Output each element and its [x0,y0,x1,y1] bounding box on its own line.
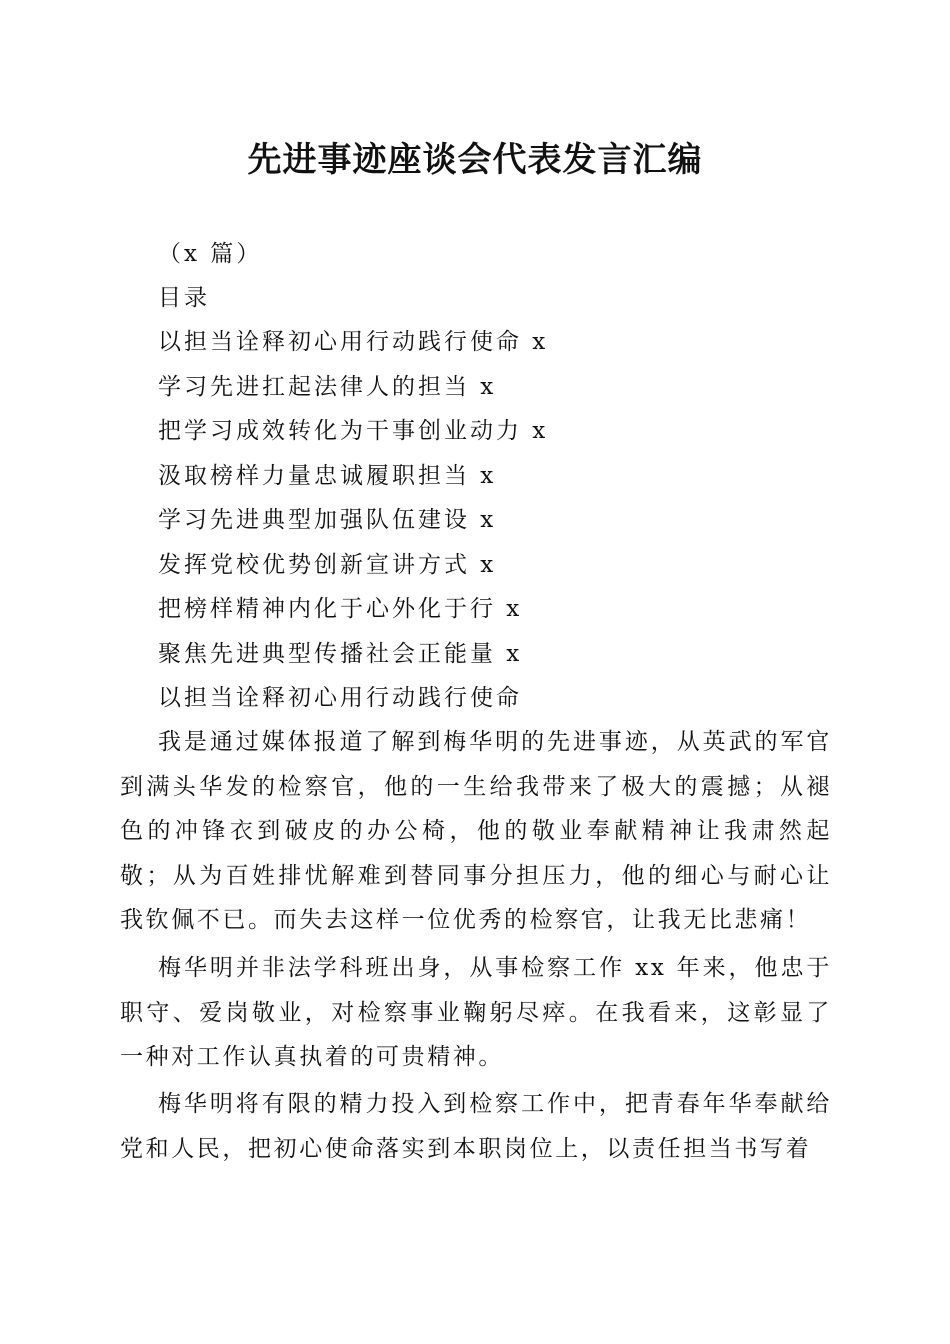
toc-item: 学习先进扛起法律人的担当 x [158,374,497,400]
body-paragraph: 梅华明将有限的精力投入到检察工作中，把青春年华奉献给党和人民，把初心使命落实到本职岗位上，以责任担当书写着 [120,1091,832,1162]
toc-item: 学习先进典型加强队伍建设 x [158,507,497,533]
toc-item: 汲取榜样力量忠诚履职担当 x [158,463,497,489]
section-title: 以担当诠释初心用行动践行使命 [158,685,522,711]
toc-item: 把榜样精神内化于心外化于行 x [158,596,523,622]
toc-item: 把学习成效转化为干事创业动力 x [158,418,549,444]
toc-item: 以担当诠释初心用行动践行使命 x [158,329,549,355]
document-title: 先进事迹座谈会代表发言汇编 [247,140,703,180]
toc-item: 聚焦先进典型传播社会正能量 x [158,641,523,667]
count-note: （x 篇） [158,241,263,267]
body-paragraph: 我是通过媒体报道了解到梅华明的先进事迹，从英武的军官到满头华发的检察官，他的一生给我带来了极大的震撼；从褪色的冲锋衣到破皮的办公椅，他的敬业奉献精神让我肃然起敬；从为百姓排忧解难到替同事分担压力，他的细心与耐心让我钦佩不已。而失去这样一位优秀的检察官，让我无比悲痛！ [120,729,832,933]
toc-heading: 目录 [158,285,210,311]
body-paragraph: 梅华明并非法学科班出身，从事检察工作 xx 年来，他忠于职守、爱岗敬业，对检察事业鞠躬尽瘁。在我看来，这彰显了一种对工作认真执着的可贵精神。 [120,955,832,1070]
toc-item: 发挥党校优势创新宣讲方式 x [158,552,497,578]
